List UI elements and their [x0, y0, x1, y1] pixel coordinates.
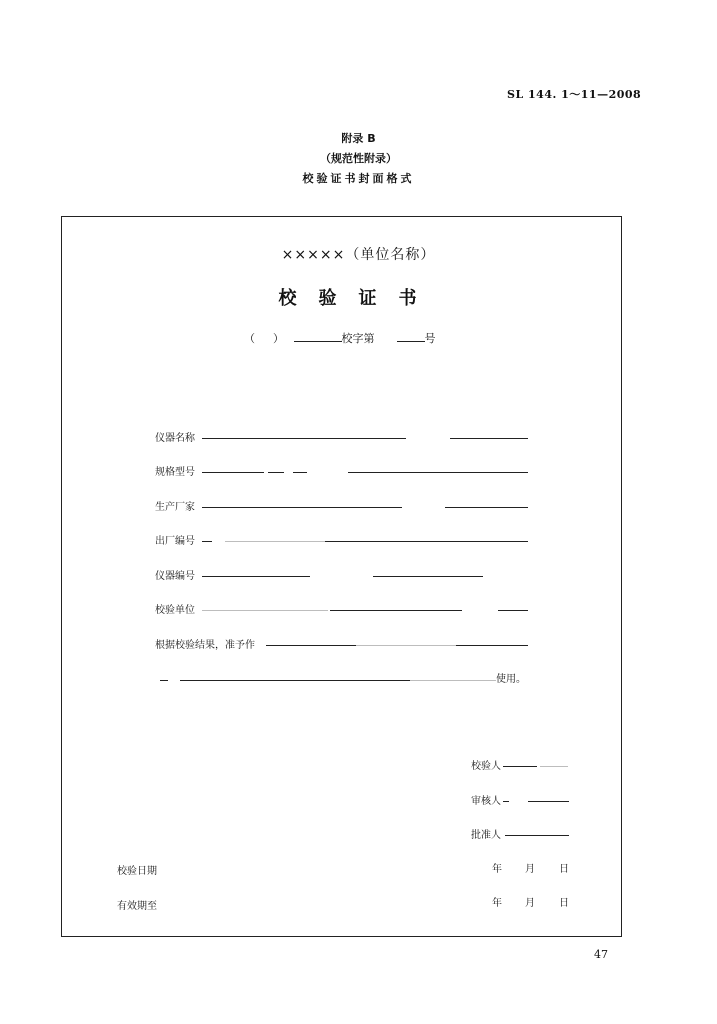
date-month-valid-until: 月	[525, 898, 535, 909]
field-line-instrument-name-extra[interactable]	[450, 438, 528, 439]
appendix-title: 附录 B	[341, 132, 376, 145]
signature-line-reviewer-start[interactable]	[503, 801, 509, 802]
date-label-calibration: 校验日期	[117, 866, 157, 877]
field-line-manufacturer-extra[interactable]	[445, 507, 528, 508]
field-line-model-3[interactable]	[293, 472, 307, 473]
field-label-calibration-unit: 校验单位	[155, 605, 195, 616]
usage-line-faint[interactable]	[410, 680, 496, 681]
date-day-calibration: 日	[559, 864, 569, 875]
field-line-instrument-number-extra[interactable]	[373, 576, 483, 577]
certificate-number-line	[244, 330, 436, 346]
field-line-calibration-unit-extra[interactable]	[498, 610, 528, 611]
certificate-cover-frame	[61, 216, 622, 937]
certificate-title: 校验证书	[278, 288, 439, 309]
field-line-instrument-number[interactable]	[202, 576, 310, 577]
field-line-serial-number[interactable]	[202, 541, 212, 542]
signature-line-inspector[interactable]	[503, 766, 537, 767]
appendix-note: （规范性附录）	[320, 152, 397, 165]
field-label-instrument-number: 仪器编号	[155, 571, 195, 582]
date-year-calibration: 年	[492, 864, 502, 875]
signature-line-inspector-faint[interactable]	[540, 766, 568, 767]
date-label-valid-until: 有效期至	[117, 901, 157, 912]
date-day-valid-until: 日	[559, 898, 569, 909]
conclusion-label: 根据校验结果，准予作	[155, 640, 255, 651]
field-line-model[interactable]	[202, 472, 264, 473]
conclusion-line-faint[interactable]	[356, 645, 456, 646]
standard-code: SL 144. 1～11—2008	[507, 88, 642, 101]
number-blank[interactable]	[397, 331, 425, 342]
field-line-instrument-name[interactable]	[202, 438, 406, 439]
date-month-calibration: 月	[525, 864, 535, 875]
number-middle-text: 校字第	[341, 332, 375, 345]
page-number: 47	[594, 948, 608, 961]
signature-label-inspector: 校验人	[471, 761, 501, 772]
unit-name: ×××××（单位名称）	[281, 247, 436, 263]
field-label-instrument-name: 仪器名称	[155, 433, 195, 444]
signature-label-reviewer: 审核人	[471, 796, 501, 807]
number-end-text: 号	[424, 332, 436, 345]
usage-line-start[interactable]	[160, 680, 168, 681]
appendix-heading: 校验证书封面格式	[302, 172, 415, 185]
signature-line-approver[interactable]	[505, 835, 569, 836]
field-line-serial-number-faint[interactable]	[225, 541, 325, 542]
field-line-model-2[interactable]	[268, 472, 284, 473]
conclusion-line-extra[interactable]	[456, 645, 528, 646]
field-line-calibration-unit-faint[interactable]	[202, 610, 328, 611]
field-line-calibration-unit[interactable]	[330, 610, 462, 611]
conclusion-line[interactable]	[266, 645, 356, 646]
field-line-model-extra[interactable]	[348, 472, 528, 473]
number-prefix-blank[interactable]	[294, 331, 342, 342]
date-year-valid-until: 年	[492, 898, 502, 909]
number-open-paren: （	[244, 332, 255, 345]
signature-line-reviewer[interactable]	[528, 801, 569, 802]
signature-label-approver: 批准人	[471, 830, 501, 841]
field-line-manufacturer[interactable]	[202, 507, 402, 508]
number-close-paren: ）	[273, 332, 284, 345]
field-line-serial-number-extra[interactable]	[325, 541, 528, 542]
field-label-model: 规格型号	[155, 467, 195, 478]
usage-end-text: 使用。	[496, 674, 526, 685]
field-label-manufacturer: 生产厂家	[155, 502, 195, 513]
usage-line[interactable]	[180, 680, 410, 681]
field-label-serial-number: 出厂编号	[155, 536, 195, 547]
